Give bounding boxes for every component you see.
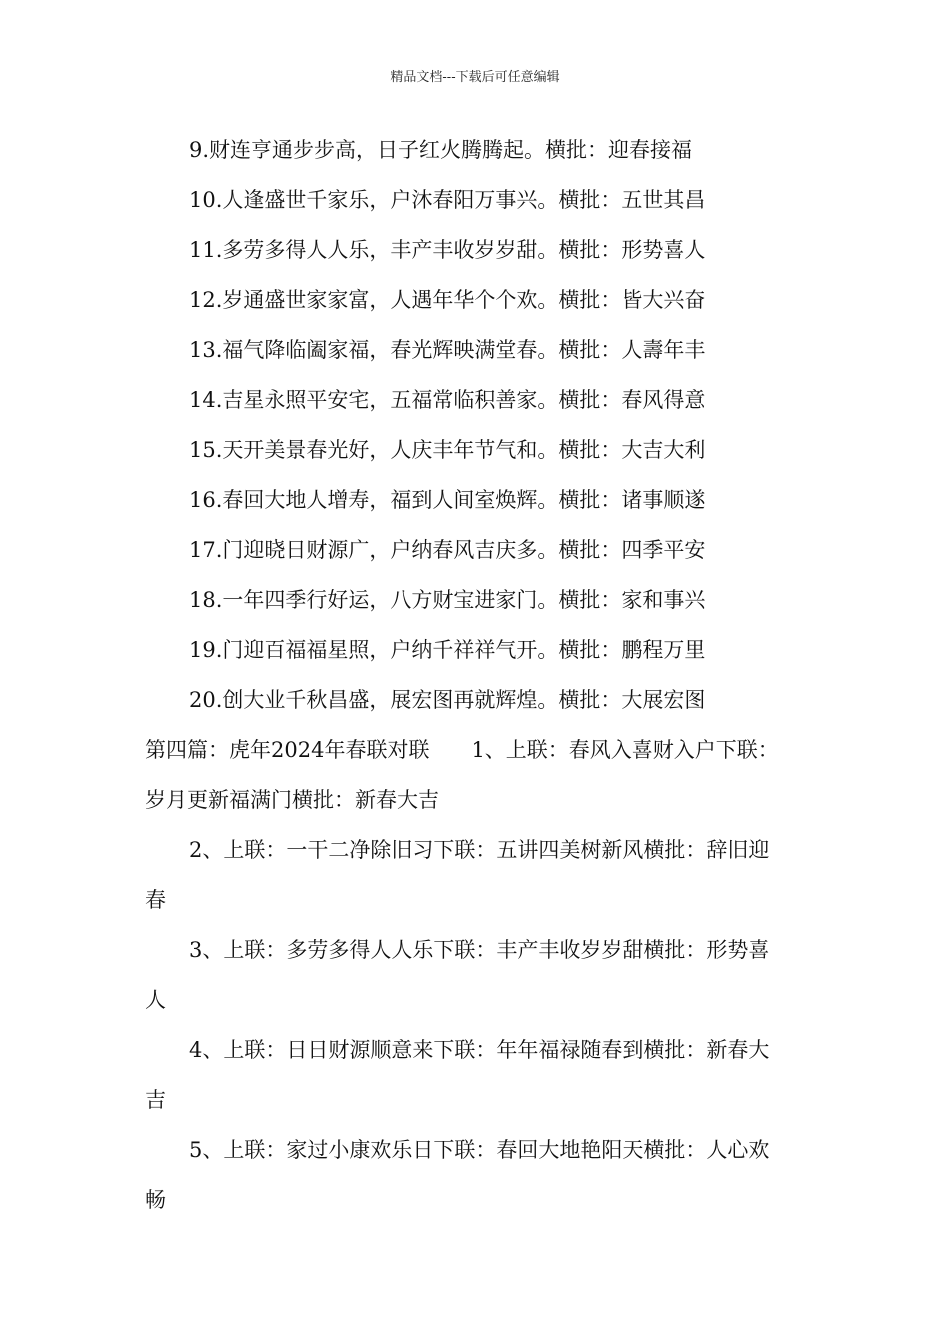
couplet-line: 20.创大业千秋昌盛，展宏图再就辉煌。横批：大展宏图 — [189, 688, 706, 712]
couplet-item-continuation: 畅 — [145, 1188, 166, 1212]
couplet-line: 9.财连亨通步步高，日子红火腾腾起。横批：迎春接福 — [189, 138, 693, 162]
document-body — [145, 125, 835, 1225]
couplet-line: 11.多劳多得人人乐，丰产丰收岁岁甜。横批：形势喜人 — [189, 238, 706, 262]
couplet-line: 17.门迎晓日财源广，户纳春风吉庆多。横批：四季平安 — [189, 538, 706, 562]
page-header: 精品文档---下载后可任意编辑 — [390, 70, 560, 85]
couplet-line: 15.天开美景春光好，人庆丰年节气和。横批：大吉大利 — [189, 438, 706, 462]
couplet-item-continuation: 春 — [145, 888, 166, 912]
couplet-line: 13.福气降临阖家福，春光辉映满堂春。横批：人壽年丰 — [189, 338, 706, 362]
couplet-line: 18.一年四季行好运，八方财宝进家门。横批：家和事兴 — [189, 588, 706, 612]
couplet-line: 12.岁通盛世家家富，人遇年华个个欢。横批：皆大兴奋 — [189, 288, 706, 312]
couplet-item-continuation: 吉 — [145, 1088, 166, 1112]
couplet-line: 14.吉星永照平安宅，五福常临积善家。横批：春风得意 — [189, 388, 706, 412]
section-heading-continuation: 岁月更新福满门横批：新春大吉 — [145, 788, 439, 812]
couplet-line: 16.春回大地人增寿，福到人间室焕辉。横批：诸事顺遂 — [189, 488, 706, 512]
couplet-line: 19.门迎百福福星照，户纳千祥祥气开。横批：鹏程万里 — [189, 638, 706, 662]
couplet-item-main: 4、上联：日日财源顺意来下联：年年福禄随春到横批：新春大 — [189, 1038, 770, 1062]
couplet-item-main: 2、上联：一干二净除旧习下联：五讲四美树新风横批：辞旧迎 — [189, 838, 770, 862]
couplet-item-continuation: 人 — [145, 988, 166, 1012]
couplet-item-main: 5、上联：家过小康欢乐日下联：春回大地艳阳天横批：人心欢 — [189, 1138, 770, 1162]
couplet-item-main: 3、上联：多劳多得人人乐下联：丰产丰收岁岁甜横批：形势喜 — [189, 938, 770, 962]
couplet-line: 10.人逢盛世千家乐，户沐春阳万事兴。横批：五世其昌 — [189, 188, 706, 212]
section-heading-line: 第四篇：虎年2024年春联对联 1、上联：春风入喜财入户下联： — [145, 738, 779, 762]
